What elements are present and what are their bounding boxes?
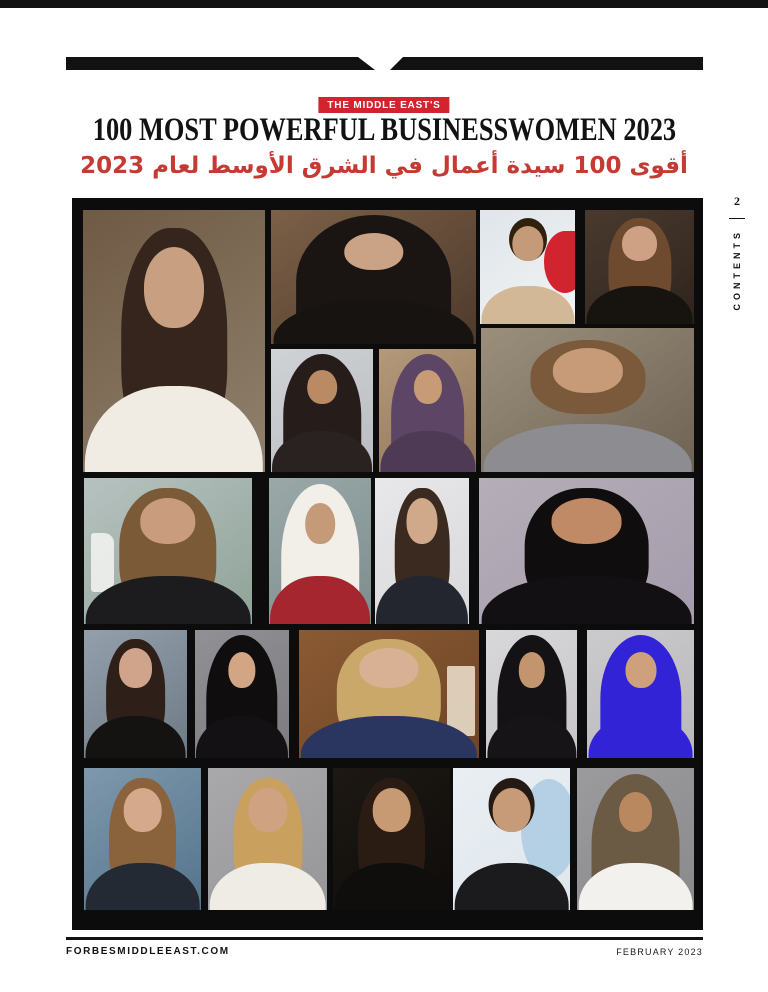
portrait-figure — [85, 716, 186, 758]
notched-rule-left — [66, 57, 375, 70]
portrait-figure — [622, 226, 658, 261]
portrait-figure — [372, 788, 411, 832]
portrait-figure — [413, 370, 441, 404]
section-badge: THE MIDDLE EAST'S — [318, 97, 449, 113]
portrait-photo — [208, 768, 327, 910]
page-title-arabic: أقوى 100 سيدة أعمال في الشرق الأوسط لعام 2023 — [80, 153, 688, 179]
portrait-collage — [72, 198, 703, 930]
portrait-figure — [85, 863, 200, 910]
portrait-photo — [486, 630, 577, 758]
spine-divider — [729, 218, 745, 219]
portrait-figure — [144, 247, 204, 328]
portrait-figure — [359, 648, 418, 688]
page-number: 2 — [734, 194, 740, 208]
notched-rule-right — [390, 57, 703, 70]
portrait-photo — [585, 210, 694, 324]
portrait-figure — [119, 648, 153, 688]
portrait-figure — [334, 863, 449, 910]
portrait-figure — [483, 424, 692, 472]
portrait-figure — [552, 348, 622, 393]
photo-backdrop-accent — [544, 231, 575, 294]
portrait-figure — [551, 498, 622, 543]
portrait-photo — [333, 768, 450, 910]
portrait-photo — [195, 630, 289, 758]
portrait-figure — [209, 863, 326, 910]
portrait-photo — [84, 478, 252, 624]
portrait-photo — [271, 349, 373, 472]
portrait-photo — [299, 630, 479, 758]
portrait-figure — [619, 792, 653, 832]
portrait-figure — [85, 386, 263, 472]
photo-backdrop-accent — [91, 533, 115, 591]
portrait-figure — [481, 576, 692, 624]
portrait-figure — [140, 498, 195, 543]
portrait-photo — [375, 478, 469, 624]
top-edge-bar — [0, 0, 768, 8]
portrait-figure — [406, 498, 437, 543]
portrait-photo — [379, 349, 476, 472]
portrait-figure — [305, 503, 335, 544]
footer-rule — [66, 937, 703, 940]
portrait-photo — [453, 768, 570, 910]
footer-issue-date: FEBRUARY 2023 — [616, 947, 703, 957]
portrait-photo — [577, 768, 694, 910]
portrait-figure — [518, 652, 544, 688]
portrait-photo — [479, 478, 694, 624]
portrait-photo — [480, 210, 575, 324]
portrait-photo — [271, 210, 476, 344]
page-title: 100 MOST POWERFUL BUSINESSWOMEN 2023 — [92, 111, 676, 148]
portrait-figure — [123, 788, 162, 832]
portrait-figure — [228, 652, 255, 688]
portrait-figure — [625, 652, 656, 688]
portrait-photo — [84, 630, 187, 758]
portrait-figure — [248, 788, 287, 832]
contents-label: CONTENTS — [732, 229, 742, 311]
portrait-figure — [344, 233, 403, 271]
portrait-figure — [492, 788, 531, 832]
portrait-photo — [269, 478, 371, 624]
portrait-photo — [83, 210, 265, 472]
portrait-figure — [376, 576, 468, 624]
portrait-figure — [512, 226, 543, 261]
portrait-photo — [587, 630, 694, 758]
portrait-photo — [84, 768, 201, 910]
portrait-photo — [481, 328, 694, 472]
page-spine — [722, 194, 752, 311]
portrait-figure — [307, 370, 337, 404]
portrait-figure — [586, 286, 693, 324]
footer-website: FORBESMIDDLEEAST.COM — [66, 946, 230, 957]
